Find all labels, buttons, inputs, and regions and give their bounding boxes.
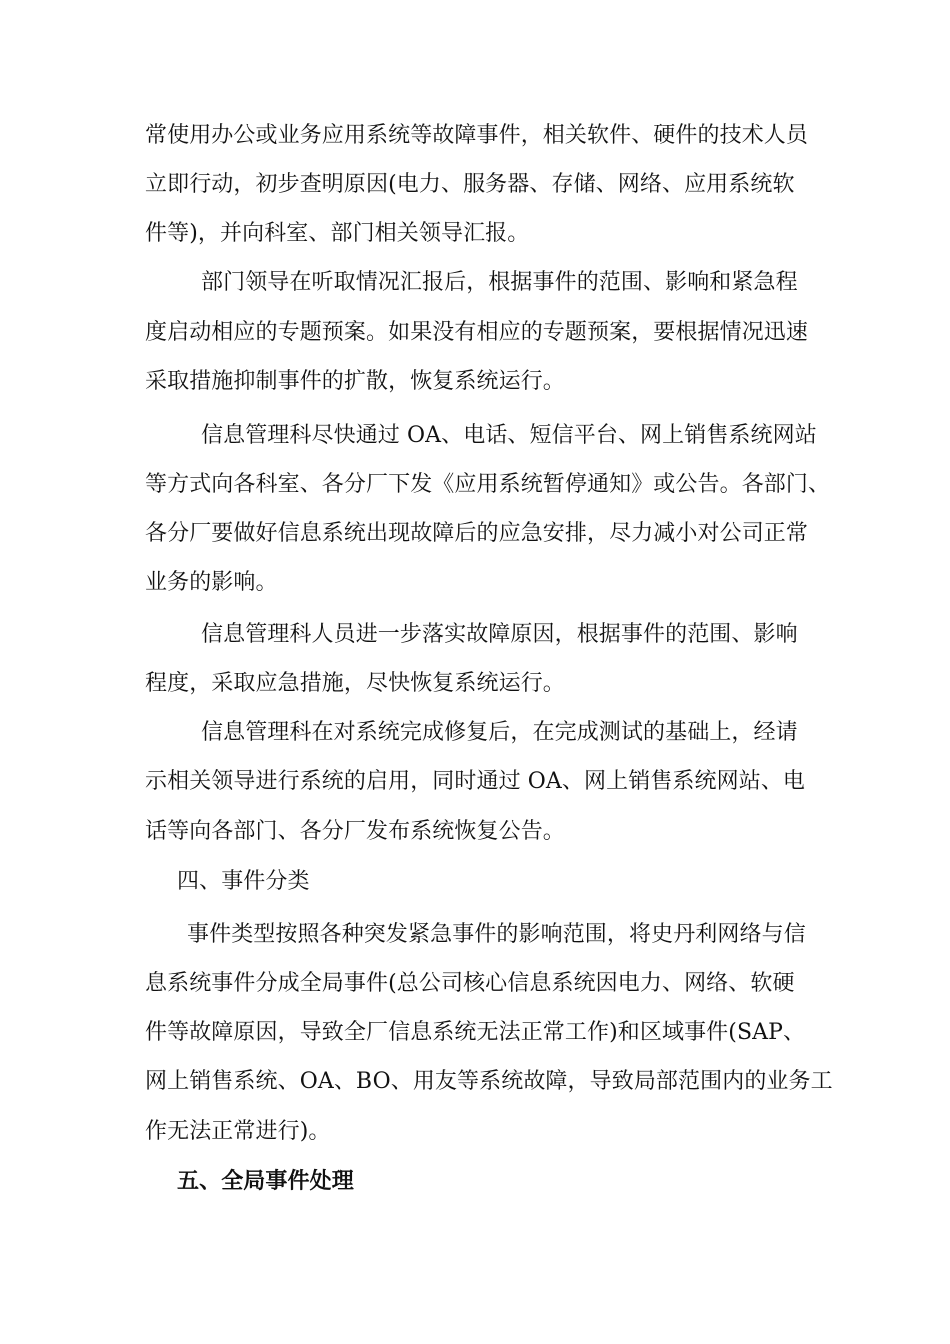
text-line: 程度，采取应急措施，尽快恢复系统运行。 <box>145 671 565 696</box>
text-line: 示相关领导进行系统的启用，同时通过 OA、网上销售系统网站、电 <box>145 769 806 794</box>
text-line: 等方式向各科室、各分厂下发《应用系统暂停通知》或公告。各部门、 <box>145 472 831 497</box>
paragraph-first-line: 事件类型按照各种突发紧急事件的影响范围，将史丹利网络与信 <box>187 922 806 947</box>
text-line: 常使用办公或业务应用系统等故障事件，相关软件、硬件的技术人员 <box>145 123 809 148</box>
text-line: 采取措施抑制事件的扩散，恢复系统运行。 <box>145 369 565 394</box>
text-line: 立即行动，初步查明原因(电力、服务器、存储、网络、应用系统软 <box>145 172 795 197</box>
text-line: 件等)，并向科室、部门相关领导汇报。 <box>145 221 530 246</box>
text-line: 件等故障原因，导致全厂信息系统无法正常工作)和区域事件(SAP、 <box>145 1020 806 1045</box>
section-heading: 四、事件分类 <box>177 869 310 894</box>
paragraph-first-line: 信息管理科人员进一步落实故障原因，根据事件的范围、影响 <box>201 622 798 647</box>
text-line: 度启动相应的专题预案。如果没有相应的专题预案，要根据情况迅速 <box>145 320 809 345</box>
text-line: 各分厂要做好信息系统出现故障后的应急安排，尽力减小对公司正常 <box>145 521 809 546</box>
text-line: 息系统事件分成全局事件(总公司核心信息系统因电力、网络、软硬 <box>145 971 795 996</box>
text-line: 业务的影响。 <box>145 570 278 595</box>
section-heading: 五、全局事件处理 <box>177 1168 354 1194</box>
paragraph-first-line: 信息管理科尽快通过 OA、电话、短信平台、网上销售系统网站 <box>201 423 817 448</box>
text-line: 网上销售系统、OA、BO、用友等系统故障，导致局部范围内的业务工 <box>145 1069 833 1094</box>
paragraph-first-line: 部门领导在听取情况汇报后，根据事件的范围、影响和紧急程 <box>201 270 798 295</box>
text-line: 作无法正常进行)。 <box>145 1119 331 1144</box>
paragraph-first-line: 信息管理科在对系统完成修复后，在完成测试的基础上，经请 <box>201 720 798 745</box>
text-line: 话等向各部门、各分厂发布系统恢复公告。 <box>145 819 565 844</box>
